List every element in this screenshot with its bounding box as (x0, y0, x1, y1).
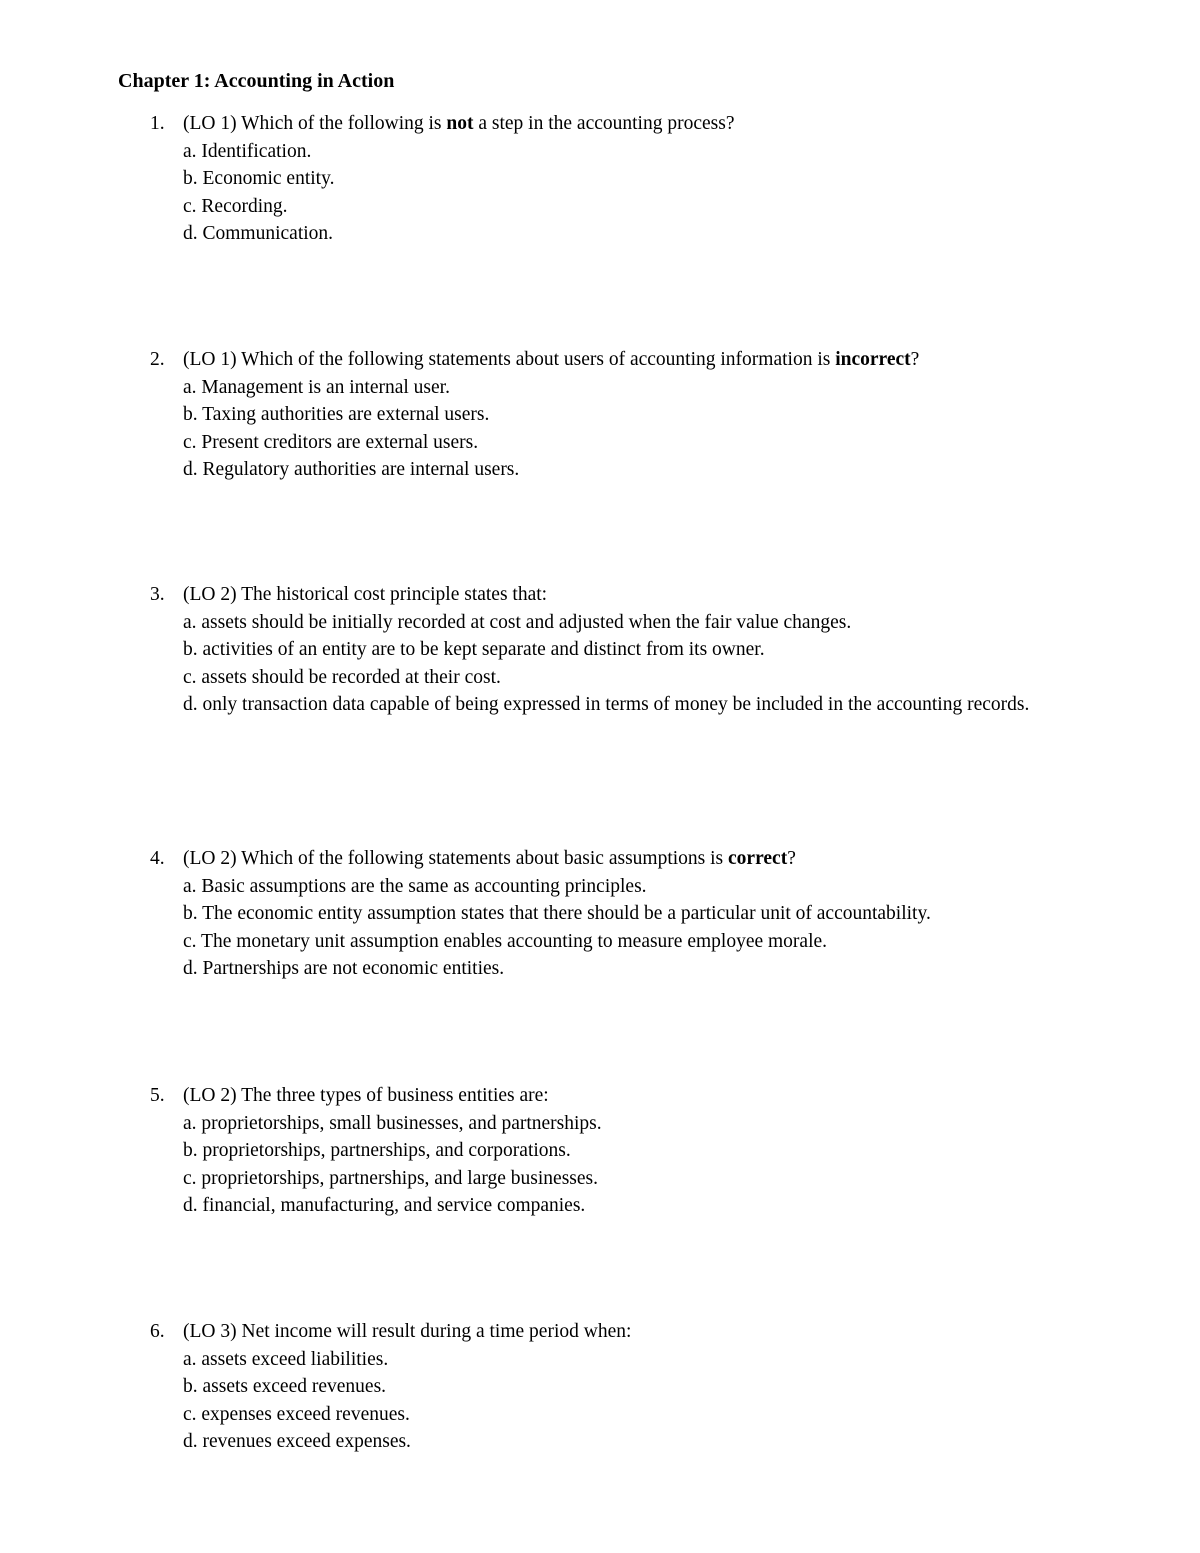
question-number: 4. (150, 848, 165, 869)
option-a: a. Management is an internal user. (183, 376, 450, 398)
stem-emphasis: incorrect (835, 349, 911, 370)
option-b: b. Economic entity. (183, 168, 335, 189)
option-d: d. Communication. (183, 223, 334, 244)
stem-text-end: ? (910, 349, 920, 370)
option-b: b. activities of an entity are to be kept separate and distinct from its owner. (183, 639, 765, 660)
option-c: c. proprietorships, partnerships, and large businesses. (183, 1167, 599, 1189)
option-c: c. The monetary unit assumption enables accounting to measure employee morale. (183, 930, 828, 952)
question-stem (150, 581, 1080, 609)
option-a: a. assets exceed liabilities. (183, 1348, 389, 1370)
option-a: a. Basic assumptions are the same as accounting principles. (183, 875, 647, 897)
question-6 (150, 1318, 1080, 1456)
option-c: c. expenses exceed revenues. (183, 1403, 410, 1425)
question-2 (150, 346, 1080, 484)
question-5 (150, 1082, 1080, 1220)
option-a: a. proprietorships, small businesses, and partnerships. (183, 1112, 602, 1134)
option-d: d. revenues exceed expenses. (183, 1431, 411, 1452)
question-number: 3. (150, 584, 165, 605)
option-c: c. Present creditors are external users. (183, 431, 479, 453)
stem-text: (LO 2) The historical cost principle states that: (183, 584, 548, 605)
option-d: d. Regulatory authorities are internal users. (183, 459, 520, 480)
option-c: c. Recording. (183, 195, 288, 217)
stem-text-end: a step in the accounting process? (473, 113, 735, 134)
option-c: c. assets should be recorded at their cost. (183, 666, 501, 688)
stem-text: (LO 3) Net income will result during a time period when: (183, 1321, 632, 1342)
question-4 (150, 845, 1080, 983)
stem-text: (LO 1) Which of the following is (183, 113, 447, 134)
option-b: b. assets exceed revenues. (183, 1376, 387, 1397)
option-a: a. Identification. (183, 140, 312, 162)
question-stem (150, 110, 1080, 138)
stem-text: (LO 1) Which of the following statements about users of accounting information is (183, 349, 836, 370)
question-1 (150, 110, 1080, 248)
question-number: 1. (150, 113, 165, 134)
stem-emphasis: correct (728, 848, 788, 869)
question-stem (150, 845, 1080, 873)
stem-text: (LO 2) Which of the following statements about basic assumptions is (183, 848, 729, 869)
option-d: d. only transaction data capable of being expressed in terms of money be included in the accounting records. (183, 694, 1030, 715)
option-b: b. proprietorships, partnerships, and corporations. (183, 1140, 571, 1161)
question-number: 6. (150, 1321, 165, 1342)
option-b: b. Taxing authorities are external users. (183, 404, 490, 425)
stem-emphasis: not (446, 113, 474, 134)
option-a: a. assets should be initially recorded at cost and adjusted when the fair value changes. (183, 611, 852, 633)
question-number: 2. (150, 349, 165, 370)
question-stem (150, 1082, 1080, 1110)
question-stem (150, 346, 1080, 374)
question-3 (150, 581, 1080, 719)
stem-text: (LO 2) The three types of business entities are: (183, 1085, 549, 1106)
option-b: b. The economic entity assumption states that there should be a particular unit of accountability. (183, 903, 931, 924)
chapter-title: Chapter 1: Accounting in Action (118, 70, 395, 92)
question-stem (150, 1318, 1080, 1346)
question-number: 5. (150, 1085, 165, 1106)
option-d: d. financial, manufacturing, and service companies. (183, 1195, 586, 1216)
option-d: d. Partnerships are not economic entities. (183, 958, 505, 979)
stem-text-end: ? (787, 848, 796, 869)
